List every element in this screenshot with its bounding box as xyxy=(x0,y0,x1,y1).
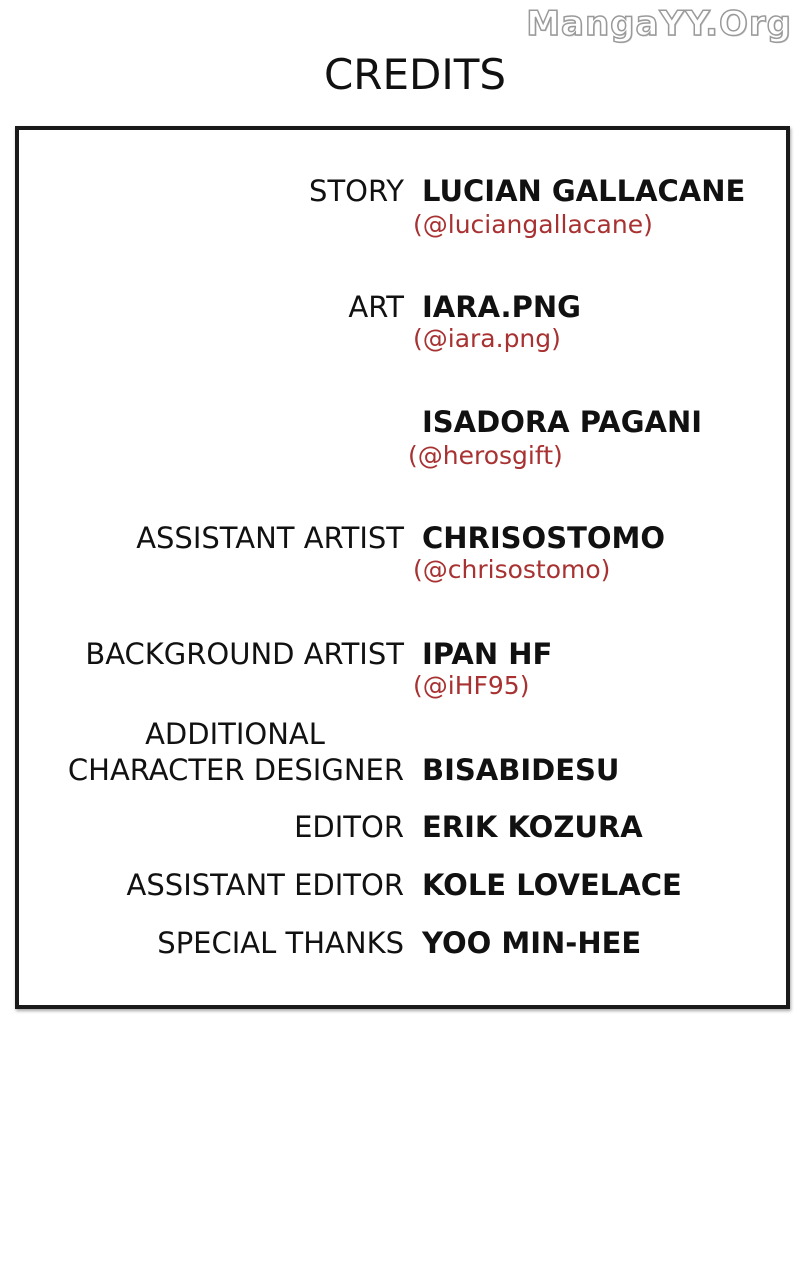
credit-role-story: STORY xyxy=(309,174,404,208)
credit-role-background-artist: BACKGROUND ARTIST xyxy=(85,637,404,671)
credit-name-special-thanks: YOO MIN-HEE xyxy=(422,926,642,960)
credit-role-art: ART xyxy=(348,290,404,324)
credit-handle-assistant-artist: (@chrisostomo) xyxy=(413,555,611,584)
page-title: CREDITS xyxy=(323,50,507,99)
credit-handle-background-artist: (@iHF95) xyxy=(413,671,530,700)
credit-role-editor: EDITOR xyxy=(294,810,404,844)
credit-role-special-thanks: SPECIAL THANKS xyxy=(157,926,404,960)
credit-name-editor: ERIK KOZURA xyxy=(422,810,643,844)
credit-role-assistant-artist: ASSISTANT ARTIST xyxy=(136,521,404,555)
credit-handle-art-2: (@herosgift) xyxy=(408,441,563,470)
credit-handle-story: (@luciangallacane) xyxy=(413,210,653,239)
credit-handle-art: (@iara.png) xyxy=(413,324,561,353)
credit-name-art-2: ISADORA PAGANI xyxy=(422,405,703,439)
credit-role-additional-line2: CHARACTER DESIGNER xyxy=(67,753,404,787)
credit-name-additional-designer: BISABIDESU xyxy=(422,753,620,787)
credit-name-art: IARA.PNG xyxy=(422,290,581,324)
credit-role-additional-line1: ADDITIONAL xyxy=(145,717,325,751)
credit-name-assistant-editor: KOLE LOVELACE xyxy=(422,868,682,902)
credit-name-story: LUCIAN GALLACANE xyxy=(422,174,746,208)
credit-name-assistant-artist: CHRISOSTOMO xyxy=(422,521,666,555)
credit-role-assistant-editor: ASSISTANT EDITOR xyxy=(126,868,404,902)
credit-name-background-artist: IPAN HF xyxy=(422,637,553,671)
watermark: MangaYY.Org xyxy=(526,4,792,44)
